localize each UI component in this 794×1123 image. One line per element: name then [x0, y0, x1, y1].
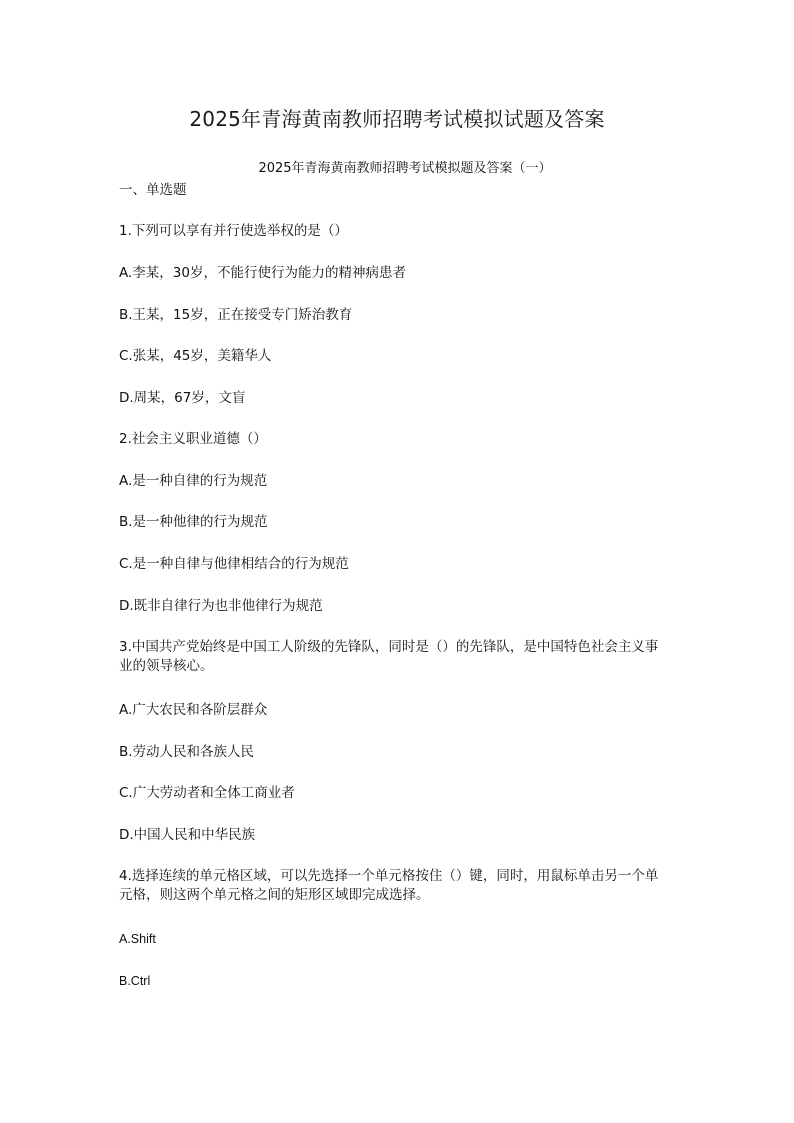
question-1-option-d: D.周某，67岁，文盲 [119, 390, 246, 406]
question-2-option-c: C.是一种自律与他律相结合的行为规范 [119, 556, 349, 572]
question-1-option-b: B.王某，15岁，正在接受专门矫治教育 [119, 307, 353, 323]
question-3-stem: 3.中国共产党始终是中国工人阶级的先锋队，同时是（）的先锋队，是中国特色社会主义事业的领导核心。 [119, 639, 659, 674]
question-4-option-a: A.Shift [119, 932, 156, 946]
question-3-option-d: D.中国人民和中华民族 [119, 827, 256, 843]
question-2-option-a: A.是一种自律的行为规范 [119, 473, 268, 489]
question-2-option-b: B.是一种他律的行为规范 [119, 514, 268, 530]
question-2-stem: 2.社会主义职业道德（） [119, 431, 267, 447]
question-1-stem: 1.下列可以享有并行使选举权的是（） [119, 223, 348, 239]
question-1-option-a: A.李某，30岁，不能行使行为能力的精神病患者 [119, 265, 406, 281]
question-4-stem: 4.选择连续的单元格区域，可以先选择一个单元格按住（）键，同时，用鼠标单击另一个单元格，则这两个单元格之间的矩形区域即完成选择。 [119, 868, 659, 903]
document-subtitle: 2025年青海黄南教师招聘考试模拟题及答案（一） [258, 161, 552, 176]
section-heading-single-choice: 一、单选题 [119, 182, 187, 198]
question-3-option-c: C.广大劳动者和全体工商业者 [119, 785, 295, 801]
question-1-option-c: C.张某，45岁，美籍华人 [119, 348, 272, 364]
question-2-option-d: D.既非自律行为也非他律行为规范 [119, 598, 323, 614]
document-title: 2025年青海黄南教师招聘考试模拟试题及答案 [189, 107, 605, 131]
question-3-option-a: A.广大农民和各阶层群众 [119, 702, 268, 718]
question-4-option-b: B.Ctrl [119, 974, 151, 988]
question-3-option-b: B.劳动人民和各族人民 [119, 744, 255, 760]
